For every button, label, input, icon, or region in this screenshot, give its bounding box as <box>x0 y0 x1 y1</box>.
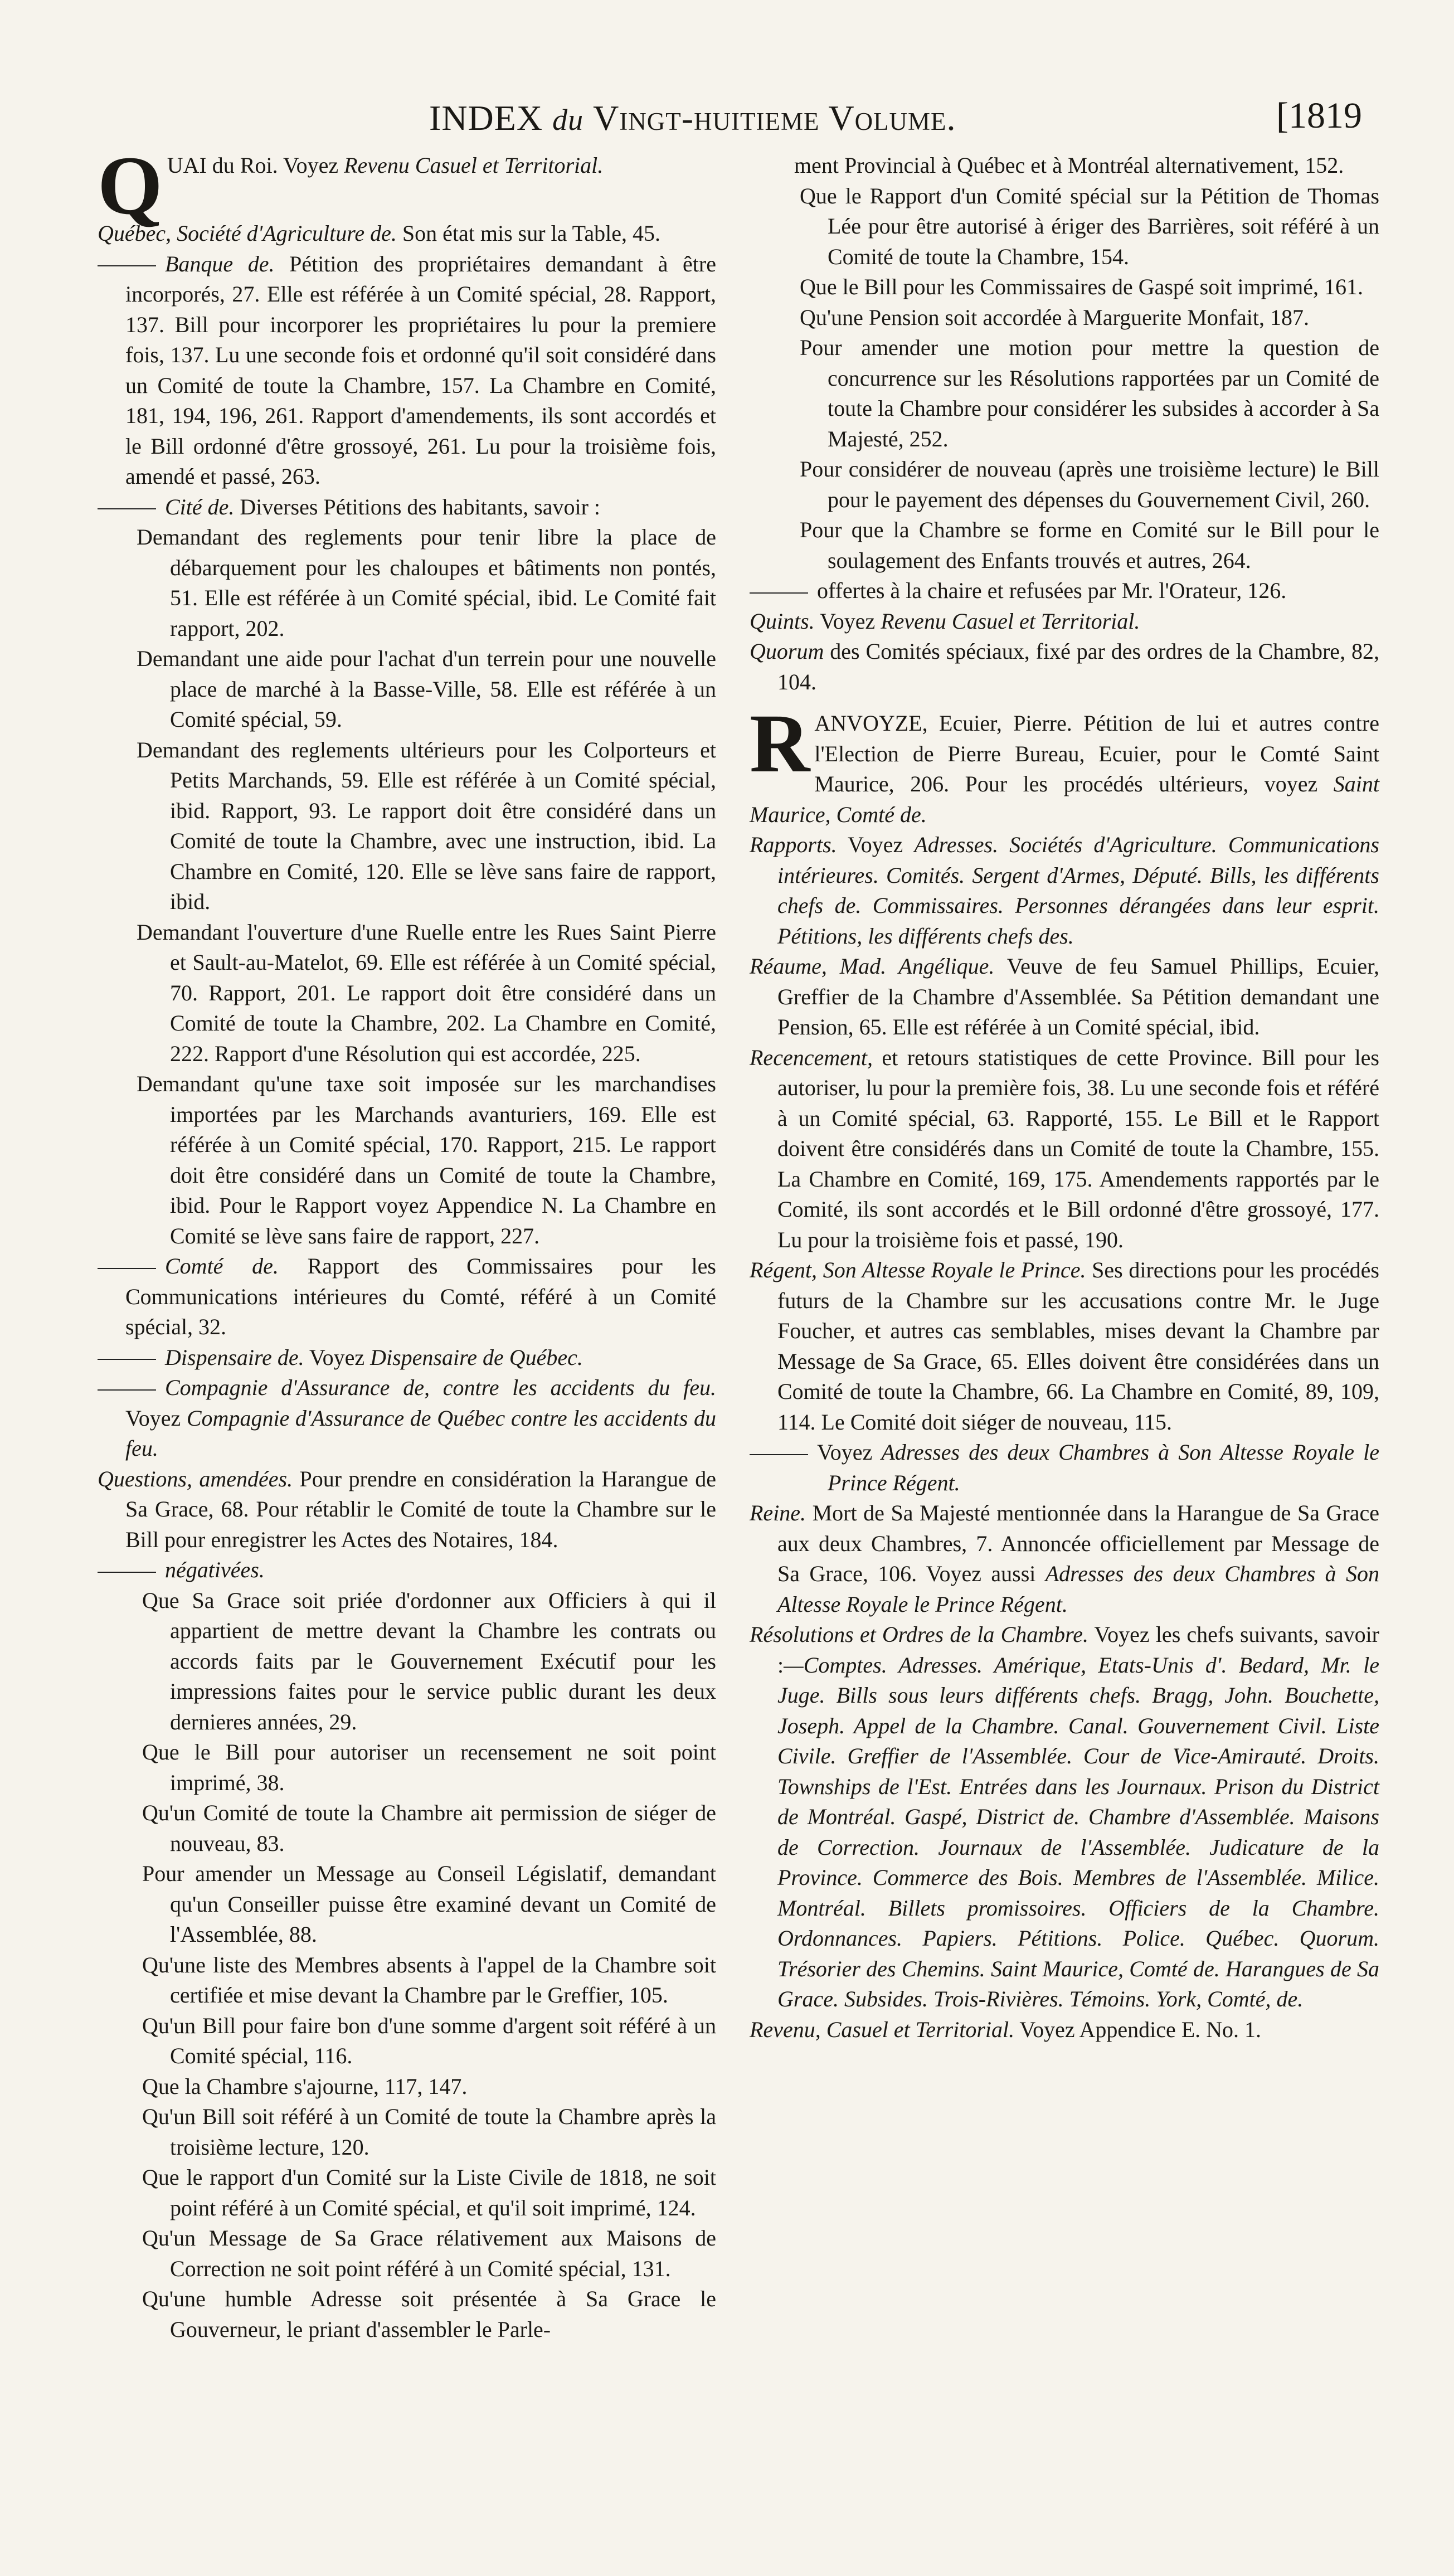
entry-compagnie <box>98 1373 716 1464</box>
entry-revenu-head: Revenu, Casuel et Territorial. <box>750 2016 1015 2042</box>
negativee-item: Qu'un Bill pour faire bon d'une somme d'argent soit référé à un Comité spécial, 116. <box>142 2013 716 2068</box>
entry-regent-text: Ses directions pour les procédés futurs de la Chambre sur les accusations contre Mr. le Juge Foucher, et autres cas semblables, mises devant la Chambre par Message de Sa Grace, 65. Elles doivent être considérées dans un Comité de toute la Chambre, 66. La Chambre en Comité, 89, 109, 114. Le Comité doit siéger de nouveau, 115. <box>777 1257 1379 1435</box>
entry-negativees-head: négativées. <box>165 1557 265 1582</box>
entry-comte-text: Rapport des Commissaires pour les Communications intérieures du Comté, référé à un Comité spécial, 32. <box>125 1253 716 1339</box>
continued-item: Pour considérer de nouveau (après une troisième lecture) le Bill pour le payement des dépenses du Gouvernement Civil, 260. <box>800 456 1379 512</box>
dash <box>98 265 156 266</box>
entry-rapports-ref: Adresses. Sociétés d'Agriculture. Communications intérieures. Comités. Sergent d'Armes, Député. Bills, les différents chefs de. Commissaires. Personnes dérangées dans leur esprit. Pétitions, les différents chefs des. <box>777 832 1380 949</box>
dropcap-q: Q <box>98 139 163 232</box>
entry-resolutions-head: Résolutions et Ordres de la Chambre. <box>750 1622 1088 1647</box>
entry-ranvoyze-text: ANVOYZE, Ecuier, Pierre. Pétition de lui et autres contre l'Election de Pierre Bureau, Ecuier, pour le Comté Saint Maurice, 206. Pour les procédés ultérieurs, voyez <box>814 711 1379 796</box>
entry-quints <box>750 606 1379 637</box>
dropcap-r: R <box>750 697 810 790</box>
entry-regent-head: Régent, Son Altesse Royale le Prince. <box>750 1257 1086 1282</box>
entry-recencement <box>750 1043 1379 1256</box>
entry-quebec <box>98 218 716 249</box>
entry-revenu-text: Voyez Appendice E. No. 1. <box>1014 2016 1262 2042</box>
entry-rapports-head: Rapports. <box>750 832 837 857</box>
entry-banque <box>98 249 716 492</box>
entry-quebec-text: Son état mis sur la Table, 45. <box>396 221 660 246</box>
header-title-du: du <box>552 103 584 137</box>
negativee-item: Que Sa Grace soit priée d'ordonner aux Officiers à qui il appartient de mettre devant la Chambre les contrats ou accords faits par le Gouvernement Exécutif pour les impressions faites pour le service public durant les deux dernieres années, 29. <box>142 1587 716 1734</box>
negativee-item: Qu'un Comité de toute la Chambre ait permission de siéger de nouveau, 83. <box>142 1800 716 1856</box>
right-column <box>750 150 1379 2045</box>
entry-negativees <box>98 1555 716 1586</box>
entry-reine-ref: Adresses des deux Chambres à Son Altesse Royale le Prince Régent. <box>777 1561 1379 1617</box>
entry-reine-head: Reine. <box>750 1500 806 1525</box>
entry-resolutions-ref: —Comptes. Adresses. Amérique, Etats-Unis d'. Bedard, Mr. le Juge. Bills sous leurs différents chefs. Bragg, John. Bouchette, Joseph. Appel de la Chambre. Canal. Gouvernement Civil. Liste Civile. Greffier de l'Assemblée. Cour de Vice-Amirauté. Droits. Townships de l'Est. Entrées dans les Journaux. Prison du District de Montréal. Gaspé, District de. Chambre d'Assemblée. Maisons de Correction. Journaux de l'Assemblée. Judicature de la Province. Commerce des Bois. Membres de l'Assemblée. Milice. Montréal. Billets promissoires. Officiers de la Chambre. Ordonnances. Papiers. Pétitions. Police. Québec. Quorum. Trésorier des Chemins. Saint Maurice, Comté de. Harangues de Sa Grace. Subsides. Trois-Rivières. Témoins. York, Comté, de. <box>777 1652 1379 2011</box>
entry-comte-head: Comté de. <box>165 1253 279 1279</box>
entry-revenu <box>750 2015 1379 2045</box>
entry-cite-text: Diverses Pétitions des habitants, savoir : <box>234 494 601 519</box>
entry-quai <box>98 139 716 232</box>
negativee-item: Pour amender un Message au Conseil Législatif, demandant qu'un Conseiller puisse être examiné devant un Comité de l'Assemblée, 88. <box>142 1861 716 1947</box>
entry-quints-text: Voyez <box>814 608 881 634</box>
dash <box>750 1454 808 1455</box>
negativee-item: Que le Bill pour autoriser un recensement ne soit point imprimé, 38. <box>142 1739 716 1795</box>
cite-item: Demandant une aide pour l'achat d'un terrein pour une nouvelle place de marché à la Basse-Ville, 58. Elle est référée à un Comité spécial, 59. <box>137 646 716 732</box>
entry-quai-text: Voyez <box>278 153 344 178</box>
continued-item: ment Provincial à Québec et à Montréal alternativement, 152. <box>794 153 1344 178</box>
entry-reaume-head: Réaume, Mad. Angélique. <box>750 954 995 979</box>
entry-quints-ref: Revenu Casuel et Territorial. <box>881 608 1140 634</box>
entry-reine <box>750 1498 1379 1620</box>
continued-item: Qu'une Pension soit accordée à Marguerite Monfait, 187. <box>800 304 1310 330</box>
dash <box>98 1572 156 1573</box>
entry-recencement-head: Recencement, <box>750 1044 873 1070</box>
entry-compagnie-ref: Compagnie d'Assurance de Québec contre les accidents du feu. <box>125 1405 716 1461</box>
cite-item: Demandant des reglements pour tenir libre la place de débarquement pour les chaloupes et bâtiments non pontés, 51. Elle est référée à un Comité spécial, ibid. Le Comité fait rapport, 202. <box>137 524 716 641</box>
entry-compagnie-head: Compagnie d'Assurance de, contre les accidents du feu. <box>165 1375 716 1400</box>
entry-cite-head: Cité de. <box>165 494 235 519</box>
entry-quorum-head: Quorum <box>750 639 824 664</box>
dash <box>98 1359 156 1360</box>
entry-reaume <box>750 951 1379 1043</box>
cite-item: Demandant des reglements ultérieurs pour les Colporteurs et Petits Marchands, 59. Elle est référée à un Comité spécial, ibid. Rapport, 93. Le rapport doit être considéré dans un Comité de toute la Chambre, avec une instruction, ibid. La Chambre en Comité, 120. Elle se lève sans faire de rapport, ibid. <box>137 737 716 914</box>
entry-dispensaire-ref: Dispensaire de Québec. <box>370 1344 583 1370</box>
dash <box>98 1268 156 1269</box>
entry-reaume-text: Veuve de feu Samuel Phillips, Ecuier, Greffier de la Chambre d'Assemblée. Sa Pétition demandant une Pension, 65. Elle est référée à un Comité spécial, ibid. <box>777 954 1379 1039</box>
entry-reine-text: Mort de Sa Majesté mentionnée dans la Harangue de Sa Grace aux deux Chambres, 7. Annoncée officiellement par Message de Sa Grace, 106. Voyez aussi <box>777 1500 1379 1586</box>
entry-banque-head: Banque de. <box>165 251 275 276</box>
entry-rapports <box>750 830 1379 951</box>
entry-offertes-text: offertes à la chaire et refusées par Mr. l'Orateur, 126. <box>817 578 1287 603</box>
entry-ranvoyze <box>750 697 1379 830</box>
continued-item: Pour que la Chambre se forme en Comité sur le Bill pour le soulagement des Enfants trouvés et autres, 264. <box>800 517 1379 573</box>
entry-resolutions-text: Voyez les chefs suivants, savoir : <box>777 1622 1379 1678</box>
cite-item: Demandant qu'une taxe soit imposée sur les marchandises importées par les Marchands avanturiers, 169. Elle est référée à un Comité spécial, 170. Rapport, 215. Le rapport doit être considéré dans un Comité de toute la Chambre, ibid. Pour le Rapport voyez Appendice N. La Chambre en Comité se lève sans faire de rapport, 227. <box>137 1071 716 1248</box>
cite-item: Demandant l'ouverture d'une Ruelle entre les Rues Saint Pierre et Sault-au-Matelot, 69. Elle est référée à un Comité spécial, 70. Rapport, 201. Le rapport doit être considéré dans un Comité de toute la Chambre, 202. La Chambre en Comité, 222. Rapport d'une Résolution qui est accordée, 225. <box>137 919 716 1066</box>
entry-quebec-head: Québec, Société d'Agriculture de. <box>98 221 397 246</box>
entry-recencement-text: et retours statistiques de cette Province. Bill pour les autoriser, lu pour la première fois, 38. Lu une seconde fois et référé à un Comité spécial, 63. Rapporté, 155. Le Bill et le Rapport doivent être considérés dans un Comité de toute la Chambre, 155. La Chambre en Comité, 169, 175. Amendements rapportés par le Comité, ils sont accordés et le Bill ordonné d'être grossoyé, 177. Lu pour la troisième fois et passé, 190. <box>777 1044 1379 1252</box>
entry-quints-head: Quints. <box>750 608 815 634</box>
left-column <box>98 139 717 2345</box>
dash <box>98 1389 156 1391</box>
header-title-volume: Vingt-huitieme Volume. <box>593 98 956 138</box>
negativee-item: Qu'une liste des Membres absents à l'appel de la Chambre soit certifiée et mise devant la Chambre par le Greffier, 105. <box>142 1952 716 2008</box>
entry-comte <box>98 1251 716 1343</box>
entry-questions <box>98 1464 716 1556</box>
entry-regent-ref: Adresses des deux Chambres à Son Altesse Royale le Prince Régent. <box>828 1440 1379 1495</box>
entry-offertes <box>750 576 1379 606</box>
dash <box>98 508 156 509</box>
continued-item: Pour amender une motion pour mettre la question de concurrence sur les Résolutions rapportées par un Comité de toute la Chambre pour considérer les subsides à accorder à Sa Majesté, 252. <box>800 335 1379 451</box>
entry-regent-voyez <box>750 1437 1379 1498</box>
entry-regent <box>750 1255 1379 1437</box>
negativee-item: Qu'un Bill soit référé à un Comité de toute la Chambre après la troisième lecture, 120. <box>142 2104 716 2160</box>
entry-quorum-text: des Comités spéciaux, fixé par des ordres de la Chambre, 82, 104. <box>777 639 1379 694</box>
entry-resolutions <box>750 1620 1379 2015</box>
entry-banque-text: Pétition des propriétaires demandant à être incorporés, 27. Elle est référée à un Comité spécial, 28. Rapport, 137. Bill pour incorporer les propriétaires lu pour la premiere fois, 137. Lu une seconde fois et ordonné qu'il soit considéré dans un Comité de toute la Chambre, 157. La Chambre en Comité, 181, 194, 196, 261. Rapport d'amendements, ils sont accordés et le Bill ordonné d'être grossoyé, 261. Lu pour la troisième fois, amendé et passé, 263. <box>125 251 716 489</box>
entry-quai-title: UAI du Roi. <box>167 153 278 178</box>
entry-dispensaire <box>98 1343 716 1373</box>
entry-regent-voyez-text: Voyez <box>817 1440 882 1465</box>
continued-item: Que le Rapport d'un Comité spécial sur la Pétition de Thomas Lée pour être autorisé à ériger des Barrières, soit référé à un Comité de toute la Chambre, 154. <box>800 183 1379 269</box>
continued-item: Que le Bill pour les Commissaires de Gaspé soit imprimé, 161. <box>800 274 1363 299</box>
negativee-item: Que le rapport d'un Comité sur la Liste Civile de 1818, ne soit point référé à un Comité spécial, et qu'il soit imprimé, 124. <box>142 2165 716 2220</box>
entry-dispensaire-head: Dispensaire de. <box>165 1344 304 1370</box>
entry-dispensaire-text: Voyez <box>304 1344 371 1370</box>
entry-compagnie-text: Voyez <box>125 1405 187 1431</box>
negativee-item: Qu'un Message de Sa Grace rélativement aux Maisons de Correction ne soit point référé à un Comité spécial, 131. <box>142 2225 716 2281</box>
page-number: [1819 <box>1276 95 1362 136</box>
negativee-item: Que la Chambre s'ajourne, 117, 147. <box>142 2073 468 2099</box>
entry-quorum <box>750 636 1379 697</box>
entry-quai-ref: Revenu Casuel et Territorial. <box>344 153 604 178</box>
entry-cite <box>98 492 716 523</box>
entry-questions-head: Questions, amendées. <box>98 1466 293 1491</box>
entry-rapports-text: Voyez <box>837 832 915 857</box>
dash <box>750 592 808 594</box>
entry-ranvoyze-ref: Saint Maurice, Comté de. <box>750 771 1379 827</box>
page-header <box>429 98 956 139</box>
negativee-item: Qu'une humble Adresse soit présentée à Sa Grace le Gouverneur, le priant d'assembler le Parle- <box>142 2286 716 2342</box>
entry-questions-text: Pour prendre en considération la Harangue de Sa Grace, 68. Pour rétablir le Comité de toute la Chambre sur le Bill pour enregistrer les Actes des Notaires, 184. <box>125 1466 717 1552</box>
header-title-index: INDEX <box>429 98 543 138</box>
